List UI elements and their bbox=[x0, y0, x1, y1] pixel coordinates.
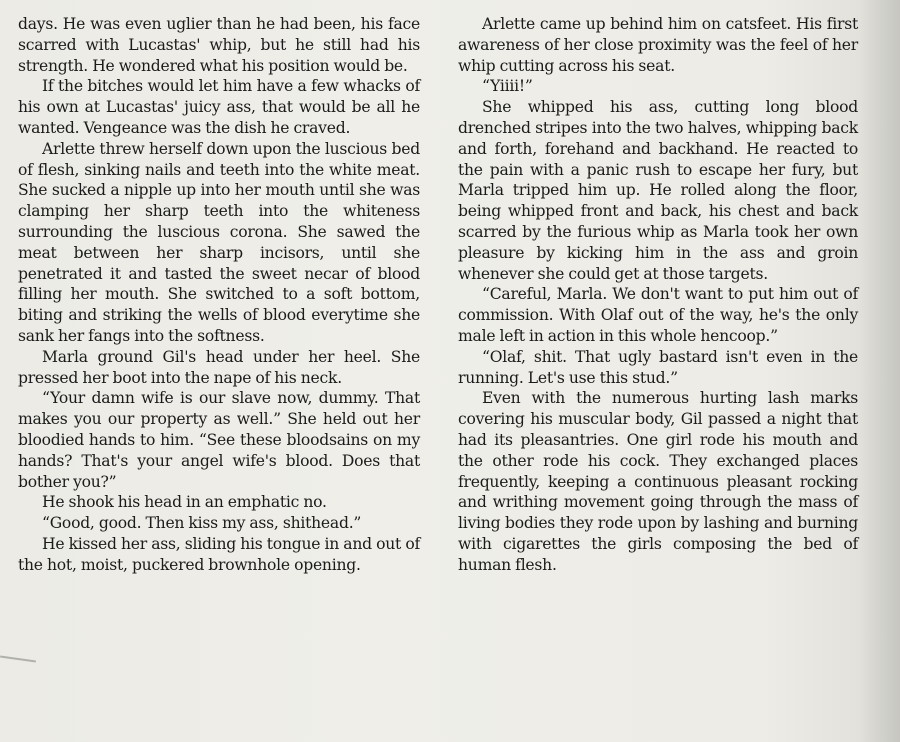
paragraph: He shook his head in an emphatic no. bbox=[42, 493, 327, 512]
paragraph: Arlette threw herself down upon the luscious bed of flesh, sinking nails and teeth into the white meat. She sucked a nipple up into her mouth until she was clamping her sharp teeth into the whiteness surrounding the luscious corona. She sawed the meat between her sharp incisors, until she penetrated it and tasted the sweet necar of blood filling her mouth. She switched to a soft bottom, biting and striking the wells of blood everytime she sank her fangs into the softness. bbox=[18, 139, 420, 345]
paragraph: She whipped his ass, cutting long blood drenched stripes into the two halves, whipping back and forth, forehand and backhand. He reacted to the pain with a panic rush to escape her fury, but Marla tripped him up. He rolled along the floor, being whipped front and back, his chest and back scarred by the furious whip as Marla took her own pleasure by kicking him in the ass and groin whenever she could get at those targets. bbox=[458, 98, 858, 283]
paragraph: “Olaf, shit. That ugly bastard isn't even in the running. Let's use this stud.” bbox=[458, 347, 858, 387]
right-text-column bbox=[458, 14, 858, 576]
paragraph: Arlette came up behind him on catsfeet. His first awareness of her close proximity was the feel of her whip cutting across his seat. bbox=[458, 15, 858, 75]
scan-mark bbox=[0, 656, 36, 663]
paragraph: days. He was even uglier than he had been, his face scarred with Lucastas' whip, but he still had his strength. He wondered what his position would be. bbox=[18, 15, 420, 75]
paragraph: He kissed her ass, sliding his tongue in and out of the hot, moist, puckered brownhole opening. bbox=[18, 534, 420, 574]
paragraph: Marla ground Gil's head under her heel. She pressed her boot into the nape of his neck. bbox=[18, 347, 420, 387]
paragraph: “Yiiii!” bbox=[482, 77, 533, 96]
paragraph: “Good, good. Then kiss my ass, shithead.” bbox=[42, 514, 362, 533]
paragraph: If the bitches would let him have a few whacks of his own at Lucastas' juicy ass, that would be all he wanted. Vengeance was the dish he craved. bbox=[18, 77, 420, 137]
page-edge-shadow bbox=[860, 0, 900, 742]
paragraph: “Careful, Marla. We don't want to put him out of commission. With Olaf out of the way, he's the only male left in action in this whole hencoop.” bbox=[458, 285, 858, 345]
left-text-column bbox=[18, 14, 420, 576]
paragraph: Even with the numerous hurting lash marks covering his muscular body, Gil passed a night that had its pleasantries. One girl rode his mouth and the other rode his cock. They exchanged places frequently, keeping a continuous pleasant rocking and writhing movement going through the mass of living bodies they rode upon by lashing and burning with cigarettes the girls composing the bed of human flesh. bbox=[458, 389, 858, 574]
paragraph: “Your damn wife is our slave now, dummy. That makes you our property as well.” She held out her bloodied hands to him. “See these bloodsains on my hands? That's your angel wife's blood. Does that bother you?” bbox=[18, 389, 420, 491]
